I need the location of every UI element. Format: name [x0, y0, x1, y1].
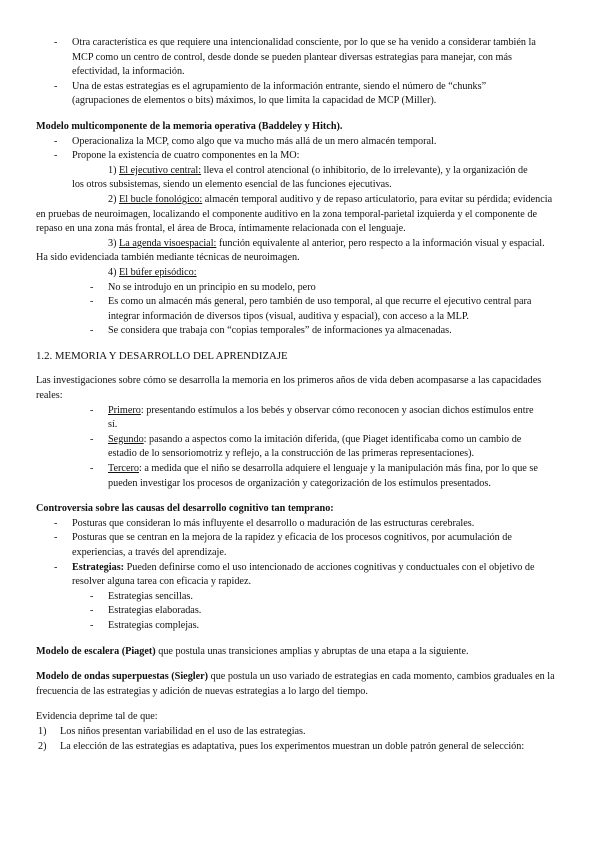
component-term: La agenda visoespacial:: [119, 237, 217, 249]
bullet-text: Operacionaliza la MCP, como algo que va mucho más allá de un mero almacén temporal.: [72, 135, 437, 147]
evidence-item: [0, 725, 550, 740]
step-text: : pasando a aspectos como la imitación diferida, (que Piaget identificaba como un cambio de estadio de lo sensoriomotriz y reflejo, a la construcción de las primeras representaciones).: [108, 433, 522, 460]
intro-bullet: [0, 36, 540, 80]
dash-bullet: -: [90, 590, 94, 602]
controversy-bullet: [0, 531, 562, 560]
strategies-text: Pueden definirse como el uso intencionado de acciones cognitivas y conductuales con el objetivo de resolver alguna tarea con eficacia y rapidez.: [72, 561, 535, 588]
dash-bullet: -: [90, 325, 94, 337]
evidence-number: 2): [38, 740, 47, 752]
component-term: El ejecutivo central:: [119, 164, 202, 176]
dash-bullet: -: [54, 561, 58, 573]
component-1: [72, 164, 540, 193]
buffer-bullet: [0, 281, 540, 296]
step-bullet: [0, 404, 540, 433]
dash-bullet: -: [54, 517, 58, 529]
baddeley-bullet: [0, 135, 540, 150]
section-intro: Las investigaciones sobre cómo se desarrolla la memoria en los primeros años de vida deben acompasarse a las capacidades reales:: [36, 375, 542, 402]
piaget-paragraph: [36, 645, 566, 660]
controversy-bullet: [0, 561, 562, 590]
bullet-text: Propone la existencia de cuatro componentes en la MO:: [72, 150, 300, 162]
step-bullet: [0, 462, 540, 491]
strategy-type: [0, 604, 600, 619]
intro-text: Otra característica es que requiere una intencionalidad consciente, por lo que se ha venido a considerar también la MCP como un centro de control, desde donde se pueden plantear diversas estrategias para manejar, con más efectividad, la información.: [72, 37, 536, 78]
component-text: lleva el control atencional (o inhibitorio, de lo irrelevante), y la organización de los otros subsistemas, siendo un elemento esencial de las funciones ejecutivas.: [72, 164, 528, 191]
dash-bullet: -: [90, 296, 94, 308]
bullet-text: Se considera que trabaja con “copias temporales” de informaciones ya almacenadas.: [108, 325, 452, 337]
step-text: : presentando estímulos a los bebés y observar cómo reconocen y asocian dichos estímulos entre sí.: [108, 404, 534, 431]
buffer-bullet: [0, 295, 540, 324]
evidence-item: [0, 740, 550, 755]
step-bullet: [0, 433, 540, 462]
buffer-bullet: [0, 324, 540, 339]
step-term: Segundo: [108, 433, 144, 445]
bullet-text: Posturas que consideran lo más influyente el desarrollo o maduración de las estructuras cerebrales.: [72, 517, 475, 529]
baddeley-heading: Modelo multicomponente de la memoria operativa (Baddeley y Hitch).: [36, 120, 343, 132]
dash-bullet: -: [90, 463, 94, 475]
piaget-text: que postula unas transiciones amplias y abruptas de una etapa a la siguiente.: [155, 645, 469, 657]
dash-bullet: -: [90, 619, 94, 631]
strategy-type-text: Estrategias elaboradas.: [108, 605, 202, 617]
dash-bullet: -: [90, 433, 94, 445]
controversy-heading: Controversia sobre las causas del desarrollo cognitivo tan temprano:: [36, 503, 334, 515]
dash-bullet: -: [54, 37, 58, 48]
section-heading: 1.2. MEMORIA Y DESARROLLO DEL APRENDIZAJE: [36, 349, 288, 362]
strategy-type-text: Estrategias complejas.: [108, 619, 200, 631]
dash-bullet: -: [90, 404, 94, 416]
strategy-type: [0, 619, 600, 634]
component-number: 3): [108, 237, 120, 249]
bullet-text: No se introdujo en un principio en su modelo, pero: [108, 281, 316, 293]
dash-bullet: -: [54, 80, 58, 92]
evidence-text: Los niños presentan variabilidad en el uso de las estrategias.: [60, 725, 306, 737]
dash-bullet: -: [54, 150, 58, 162]
step-text: : a medida que el niño se desarrolla adquiere el lenguaje y la manipulación más fina, por lo que se pueden investigar los procesos de organización y categorización de los estímulos presentados.: [108, 463, 538, 489]
intro-bullet: [0, 80, 540, 109]
component-4: [108, 266, 600, 281]
component-text: función equivalente al anterior, pero respecto a la información visual y espacial. Ha sido evidenciada también mediante técnicas de neuroimagen.: [36, 237, 545, 264]
component-3: [36, 237, 554, 266]
evidence-intro: Evidencia deprime tal de que:: [36, 711, 158, 723]
strategies-term: Estrategias:: [72, 561, 125, 573]
strategy-type-text: Estrategias sencillas.: [108, 590, 193, 602]
evidence-number: 1): [38, 725, 47, 737]
baddeley-bullet: [0, 149, 540, 164]
bullet-text: Es como un almacén más general, pero también de uso temporal, al que recurre el ejecutivo central para integrar información de diversos tipos (visual, auditiva y espacial), con acceso a la MLP.: [108, 296, 532, 322]
component-text: almacén temporal auditivo y de repaso articulatorio, para evitar su pérdida; evidencia en pruebas de neuroimagen, localizando el componente auditivo en la zona temporal-parietal izquierda y el componente de repaso en una zona más frontal, el área de Broca, íntimamente relacionada con el lenguaje.: [36, 193, 553, 235]
siegler-text: que postula un uso variado de estrategias en cada momento, cambios graduales en la frecuencia de las estrategias y adición de nuevas estrategias a lo largo del tiempo.: [36, 671, 555, 697]
dash-bullet: -: [54, 135, 58, 147]
siegler-paragraph: [36, 670, 566, 699]
component-term: El bucle fonológico:: [119, 193, 203, 205]
component-term: El búfer episódico:: [119, 266, 197, 278]
dash-bullet: -: [90, 605, 94, 617]
piaget-term: Modelo de escalera (Piaget): [36, 645, 156, 657]
component-2: [36, 193, 554, 237]
step-term: Tercero: [108, 463, 139, 475]
strategy-type: [0, 590, 600, 605]
evidence-text: La elección de las estrategias es adaptativa, pues los experimentos muestran un doble patrón general de selección:: [60, 740, 525, 752]
dash-bullet: -: [54, 532, 58, 544]
step-term: Primero: [108, 404, 141, 416]
dash-bullet: -: [90, 281, 94, 293]
component-number: 1): [108, 164, 120, 176]
intro-text: Una de estas estrategias es el agrupamiento de la información entrante, siendo el número de “chunks” (agrupaciones de elementos o bits) máximos, lo que limita la capacidad de MCP (Miller).: [72, 80, 487, 107]
component-number: 2): [108, 193, 120, 205]
controversy-bullet: [0, 517, 562, 532]
component-number: 4): [108, 266, 120, 278]
bullet-text: Posturas que se centran en la mejora de la rapidez y eficacia de los procesos cognitivos, por acumulación de experiencias, a través del aprendizaje.: [72, 532, 512, 558]
siegler-term: Modelo de ondas superpuestas (Siegler): [36, 671, 209, 683]
